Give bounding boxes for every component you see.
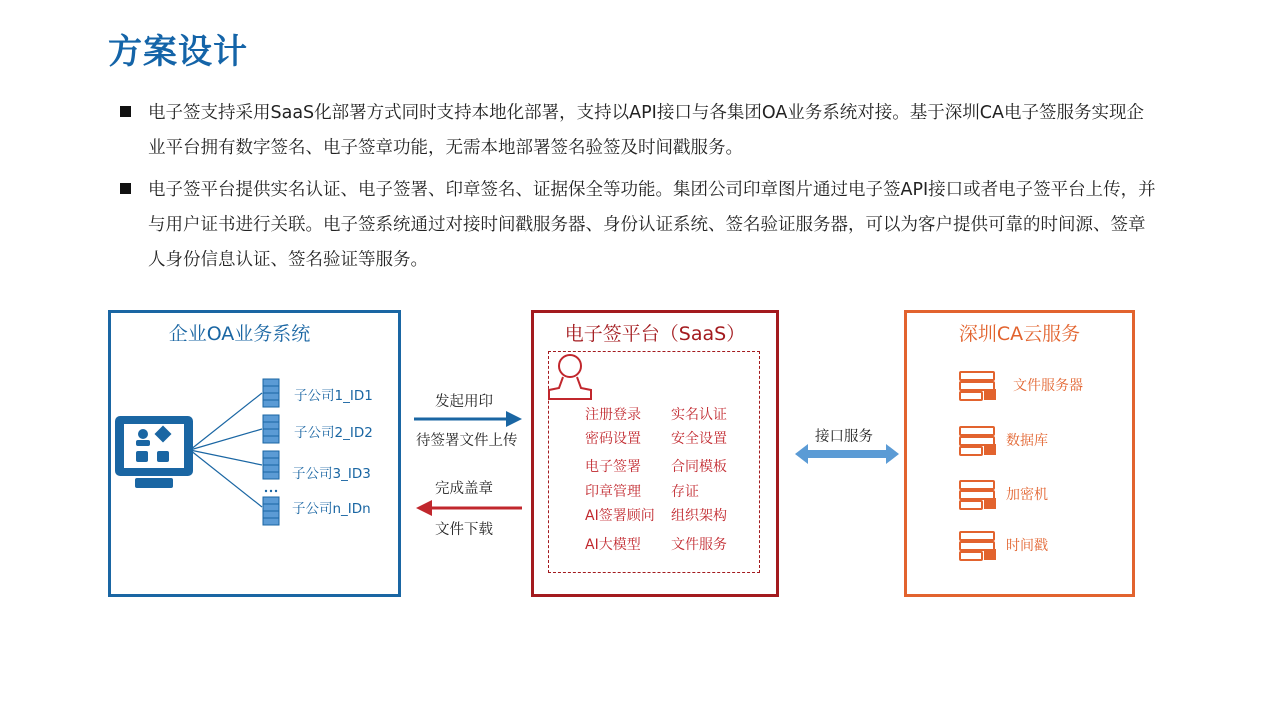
arrow-label-complete: 完成盖章 [435,481,493,497]
server-lock-icon [960,532,995,560]
monitor-apps-icon [115,416,193,488]
subsidiary-label-n: 子公司n_IDn [292,501,371,517]
ellipsis-dots-icon [265,490,277,492]
ca-service-label: 文件服务器 [1013,378,1083,394]
feature-label: 合同模板 [671,459,727,475]
feature-label: 印章管理 [585,484,641,500]
bullet-text-1: 电子签支持采用SaaS化部署方式同时支持本地化部署，支持以API接口与各集团OA业务系统对接。基于深圳CA电子签服务实现企业平台拥有数字签名、电子签章功能，无需本地部署签名验签及时间戳服务。 [148,103,1144,158]
server-lock-icon [960,427,995,455]
subsidiary-label-1: 子公司1_ID1 [294,388,373,404]
arrow-label-interface: 接口服务 [815,429,873,445]
feature-label: 电子签署 [585,459,641,475]
oa-connector-lines [190,393,262,507]
feature-label: AI签署顾问 [585,508,655,524]
feature-label: 安全设置 [671,431,727,447]
subsidiary-label-2: 子公司2_ID2 [294,425,373,441]
user-stamp-icon [549,355,591,399]
feature-label: 文件服务 [671,537,727,553]
server-rack-icon [263,379,279,407]
server-rack-icon [263,415,279,443]
feature-label: 存证 [671,484,699,500]
oa-box-title: 企业OA业务系统 [168,323,311,345]
feature-label: 注册登录 [585,407,641,423]
arrow-right-icon [414,411,522,427]
subsidiary-label-3: 子公司3_ID3 [292,466,371,482]
server-rack-icon [263,497,279,525]
bullet-text-2: 电子签平台提供实名认证、电子签署、印章签名、证据保全等功能。集团公司印章图片通过电子签API接口或者电子签平台上传，并与用户证书进行关联。电子签系统通过对接时间戳服务器、身份认证系统、签名验证服务器，可以为客户提供可靠的时间源、签章人身份信息认证、签名验证等服务。 [148,180,1156,270]
feature-label: 实名认证 [671,407,727,423]
ca-service-label: 数据库 [1006,433,1048,449]
feature-label: AI大模型 [585,537,641,553]
bidirectional-arrow-icon [795,444,899,464]
arrow-label-upload: 待签署文件上传 [416,433,518,449]
ca-box-title: 深圳CA云服务 [958,323,1081,345]
server-lock-icon [960,372,995,400]
feature-label: 组织架构 [671,508,727,524]
arrow-label-initiate: 发起用印 [435,394,493,410]
arrow-left-icon [416,500,522,516]
ca-service-label: 时间戳 [1006,538,1048,554]
server-rack-icon [263,451,279,479]
ca-service-label: 加密机 [1006,487,1048,503]
arrow-label-download: 文件下载 [435,522,493,538]
page-title: 方案设计 [108,32,248,72]
saas-box-title: 电子签平台（SaaS） [564,323,746,345]
server-lock-icon [960,481,995,509]
feature-label: 密码设置 [585,431,641,447]
